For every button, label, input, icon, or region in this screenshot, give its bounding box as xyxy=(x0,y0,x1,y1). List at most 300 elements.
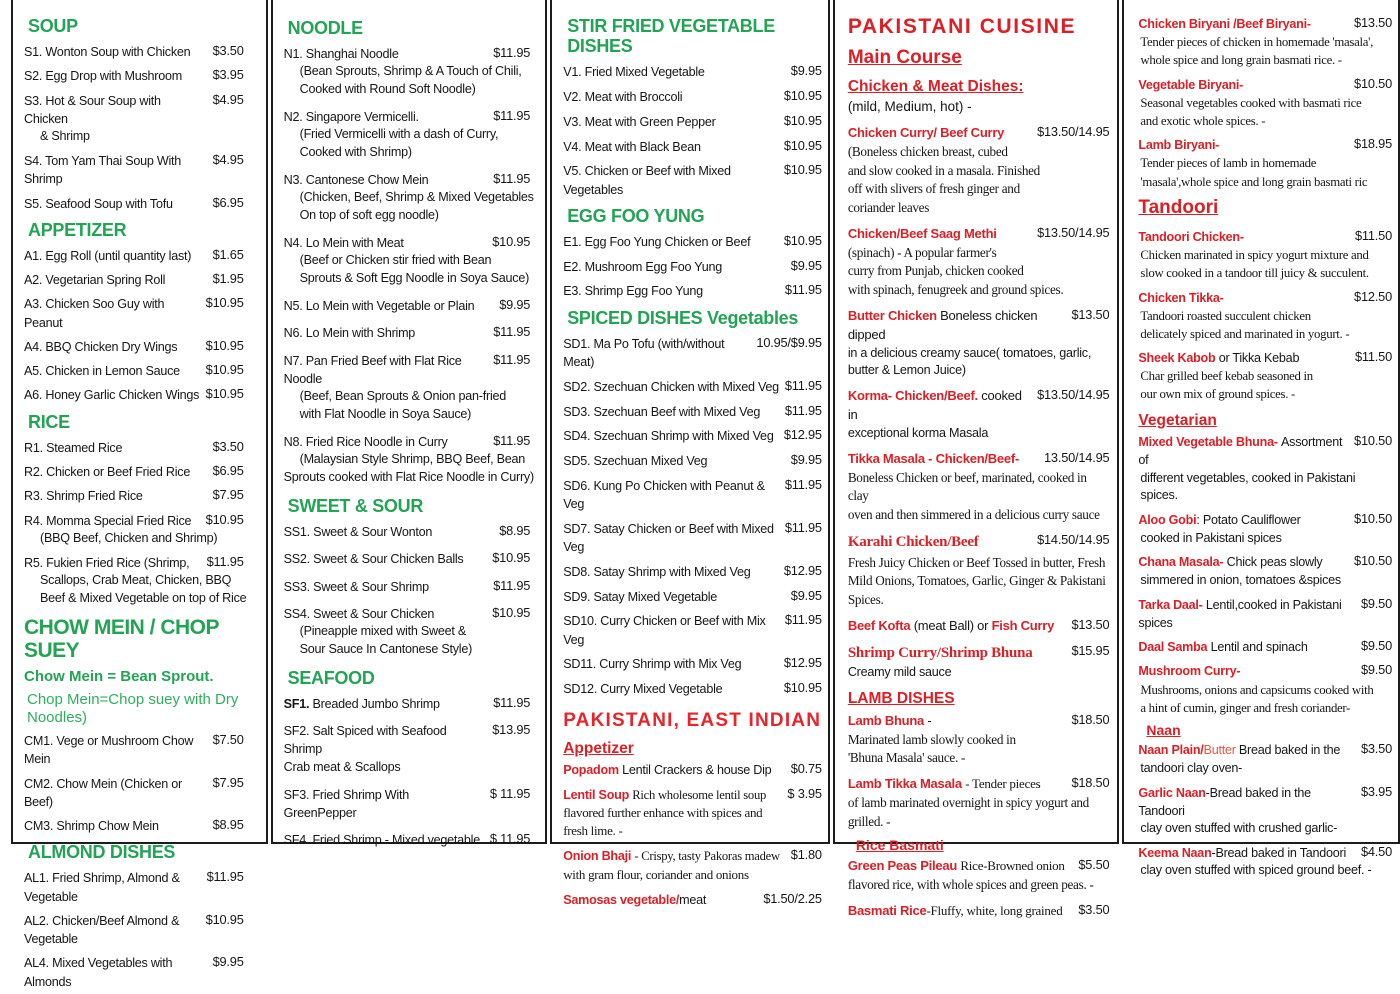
section-heading-egg-foo-yung: EGG FOO YUNG xyxy=(567,205,705,226)
item-price: $11.95 xyxy=(493,324,531,340)
item-name-part: Rich wholesome lentil soup xyxy=(632,787,767,802)
item-name-part: S4. Tom Yam Thai Soup With Shrimp xyxy=(24,154,182,187)
item-name xyxy=(563,847,786,865)
item-price: $11.95 xyxy=(493,45,531,61)
item-name-part: V3. Meat with Green Pepper xyxy=(563,114,716,129)
menu-item xyxy=(284,578,540,596)
item-description-line: Beef & Mixed Vegetable on top of Rice xyxy=(40,590,247,605)
section-heading-pakistani-cuisine: PAKISTANI CUISINE xyxy=(847,15,1077,38)
item-price: $7.95 xyxy=(212,487,244,503)
item-name-part: E1. Egg Foo Yung Chicken or Beef xyxy=(563,234,751,249)
menu-item xyxy=(284,605,540,659)
menu-item xyxy=(24,912,260,949)
item-description-line: with Flat Noodle in Soya Sauce) xyxy=(299,407,472,422)
item-price: $6.95 xyxy=(212,194,244,210)
item-description-line: (Malaysian Style Shrimp, BBQ Beef, Bean xyxy=(299,452,526,467)
item-name-part: -Fluffy, white, long grained xyxy=(926,902,1063,918)
item-name-part: Rice-Browned onion xyxy=(960,857,1065,873)
item-price: $10.95 xyxy=(492,550,531,566)
item-description-line: (Chicken, Beef, Shrimp & Mixed Vegetables xyxy=(299,190,534,205)
item-description-line: of lamb marinated overnight in spicy yogurt and xyxy=(847,794,1089,810)
item-description-line: exceptional korma Masala xyxy=(847,425,989,440)
item-price: $5.50 xyxy=(1078,856,1110,872)
section-heading-seafood: SEAFOOD xyxy=(287,667,375,688)
item-name xyxy=(284,578,489,596)
menu-item xyxy=(24,362,260,380)
item-name xyxy=(563,162,779,199)
item-name xyxy=(1138,76,1349,94)
menu-item xyxy=(563,891,822,909)
menu-item xyxy=(24,271,260,289)
menu-item xyxy=(284,831,540,849)
menu-item xyxy=(563,335,822,372)
menu-item xyxy=(284,45,540,99)
section-heading-appetizer: APPETIZER xyxy=(28,219,127,240)
item-name xyxy=(563,258,786,276)
item-name-part: SF3. Fried Shrimp With GreenPepper xyxy=(283,787,409,820)
item-name xyxy=(24,386,201,404)
menu-item xyxy=(24,43,260,61)
item-price: $13.95 xyxy=(492,722,531,738)
item-price: $18.50 xyxy=(1071,711,1110,727)
item-name-part: V5. Chicken or Beef with Mixed Vegetables xyxy=(563,164,731,197)
item-description-line: delicately spiced and marinated in yogurt. - xyxy=(1140,326,1350,341)
item-name xyxy=(848,225,1032,244)
item-price: $10.95 xyxy=(205,911,244,927)
menu-item xyxy=(284,722,540,776)
item-name-part: N6. Lo Mein with Shrimp xyxy=(283,326,416,341)
item-description-line: Cooked with Shrimp) xyxy=(299,145,412,160)
item-price: $13.50 xyxy=(1354,15,1392,30)
item-price: $10.95 xyxy=(492,604,531,620)
menu-item xyxy=(848,775,1110,831)
menu-item xyxy=(284,550,540,568)
item-name-part: V4. Meat with Black Bean xyxy=(563,139,701,154)
item-name xyxy=(563,427,779,445)
item-name-part: SD1. Ma Po Tofu (with/without Meat) xyxy=(563,336,725,370)
item-price: $12.95 xyxy=(783,655,822,671)
item-description-line: Mushrooms, onions and capsicums cooked with xyxy=(1140,682,1374,697)
item-name xyxy=(24,295,201,332)
item-description-line: (Beef, Bean Sprouts & Onion pan-fried xyxy=(299,389,506,404)
item-name xyxy=(848,307,1067,345)
section-heading-stir-fried-vegetable-dishes: STIR FRIED VEGETABLE DISHES xyxy=(567,16,775,57)
item-name-part: Tandoori Chicken- xyxy=(1138,229,1244,244)
item-price: $10.95 xyxy=(205,511,244,527)
item-price: 13.50/14.95 xyxy=(1044,449,1110,465)
menu-item xyxy=(24,775,260,812)
item-name-part: R4. Momma Special Fried Rice xyxy=(24,513,192,528)
item-price: $11.95 xyxy=(206,869,244,885)
item-description-line: Char grilled beef kebab seasoned in xyxy=(1140,369,1313,384)
menu-item xyxy=(563,88,822,106)
menu-item xyxy=(563,452,822,470)
item-name xyxy=(24,732,208,769)
item-description-line: (Beef or Chicken stir fried with Bean xyxy=(299,253,492,268)
item-name-part: - xyxy=(927,712,932,728)
item-price: $11.95 xyxy=(784,377,822,393)
menu-item xyxy=(24,386,260,404)
item-name-part: Assortment of xyxy=(1138,435,1343,468)
menu-item xyxy=(284,433,540,487)
menu-item xyxy=(1138,844,1392,880)
item-name xyxy=(563,655,779,673)
item-name xyxy=(563,335,751,372)
item-name xyxy=(848,124,1032,143)
item-price: $10.95 xyxy=(205,386,244,402)
item-name-part: S3. Hot & Sour Soup with Chicken xyxy=(24,93,161,126)
item-description-line: Fresh Juicy Chicken or Beef Tossed in butter, Fresh xyxy=(847,554,1106,570)
item-name-part: cooked in xyxy=(847,388,1022,423)
menu-item xyxy=(563,63,822,81)
menu-item xyxy=(563,477,822,514)
item-name xyxy=(1138,596,1356,633)
item-price: $11.95 xyxy=(784,282,822,298)
menu-item xyxy=(563,378,822,396)
item-price: $9.50 xyxy=(1360,638,1392,653)
item-price: $10.95 xyxy=(783,137,822,153)
item-name xyxy=(563,63,786,81)
menu-item xyxy=(848,902,1110,921)
item-price: $3.50 xyxy=(1360,741,1392,757)
item-name-part: Sheek Kabob xyxy=(1138,351,1219,366)
item-name xyxy=(563,563,779,581)
item-name xyxy=(563,452,786,470)
item-description-line: coriander leaves xyxy=(847,200,930,216)
item-name-part: Lentil Crackers & house Dip xyxy=(622,763,772,777)
item-description-line: Crab meat & Scallops xyxy=(283,759,401,774)
item-name-part: SD7. Satay Chicken or Beef with Mixed Veg xyxy=(563,521,774,555)
item-description-line: Sour Sauce In Cantonese Style) xyxy=(299,641,473,656)
item-price: $9.95 xyxy=(499,297,531,313)
item-price: $11.95 xyxy=(784,519,822,535)
item-price: $1.65 xyxy=(212,246,244,262)
item-name xyxy=(24,195,208,213)
item-name-part: Breaded Jumbo Shrimp xyxy=(309,696,440,711)
item-name-part: Lamb Biryani- xyxy=(1138,138,1220,153)
item-price: $1.50/2.25 xyxy=(763,890,822,906)
section-heading-naan: Naan xyxy=(1146,721,1181,738)
item-name xyxy=(1138,228,1350,246)
item-description-line: Tender pieces of lamb in homemade xyxy=(1140,156,1317,171)
item-price: $1.80 xyxy=(790,847,822,863)
item-price: $11.95 xyxy=(493,108,531,124)
item-name xyxy=(24,512,201,530)
menu-item xyxy=(563,563,822,581)
item-description-line: Chicken marinated in spicy yogurt mixture and xyxy=(1140,248,1369,263)
menu-item xyxy=(284,523,540,541)
item-name xyxy=(563,520,780,557)
item-name xyxy=(284,550,488,568)
item-name-part: Beef Kofta xyxy=(847,617,914,633)
item-name-part: SF2. Salt Spiced with Seafood Shrimp xyxy=(283,724,447,757)
menu-item xyxy=(1138,433,1392,505)
item-name xyxy=(563,282,780,300)
item-name-part: SD11. Curry Shrimp with Mix Veg xyxy=(563,657,742,672)
menu-item xyxy=(1138,511,1392,547)
menu-item xyxy=(24,338,260,356)
item-name xyxy=(1138,784,1356,821)
item-price: $3.50 xyxy=(212,43,244,59)
item-description-line: grilled. - xyxy=(847,813,891,829)
menu-item xyxy=(24,92,260,146)
section-heading-soup: SOUP xyxy=(28,16,78,36)
item-name xyxy=(24,463,208,481)
section-heading-rice-basmati: Rice Basmati xyxy=(855,837,944,854)
item-name-part: Lentil,cooked in Pakistani spices xyxy=(1138,597,1342,630)
item-name xyxy=(1138,638,1356,656)
item-name xyxy=(848,712,1067,731)
item-name-part: SD5. Szechuan Mixed Veg xyxy=(563,454,708,469)
menu-item xyxy=(24,463,260,481)
item-name-part: SS1. Sweet & Sour Wonton xyxy=(283,525,433,540)
item-name-part: (meat Ball) or xyxy=(913,617,992,633)
section-heading-chow-mein-chop-suey: CHOW MEIN / CHOP SUEY xyxy=(24,615,219,663)
item-name-part: E3. Shrimp Egg Foo Yung xyxy=(563,284,703,299)
section-heading-pakistani-east-indian: PAKISTANI, EAST INDIAN xyxy=(563,710,822,732)
item-price: $9.50 xyxy=(1360,662,1392,678)
item-name-part: Mixed Vegetable Bhuna- xyxy=(1138,435,1282,449)
menu-item xyxy=(284,324,540,342)
menu-item xyxy=(24,195,260,213)
item-description-line: whole spice and long grain basmati rice. - xyxy=(1140,53,1342,68)
item-description-line: in a delicious creamy sauce( tomatoes, garlic, xyxy=(847,345,1092,360)
item-price: $10.95 xyxy=(783,232,822,248)
item-name xyxy=(563,786,782,804)
item-description-line: slow cooked in a tandoor till juicy & succulent. xyxy=(1140,266,1369,281)
menu-column-2 xyxy=(271,0,548,848)
item-description-line: butter & Lemon Juice) xyxy=(847,363,966,378)
item-description-line: Mild Onions, Tomatoes, Garlic, Ginger & Pakistani xyxy=(847,573,1106,589)
item-name-part: Popadom xyxy=(563,763,623,777)
item-price: $13.50/14.95 xyxy=(1037,124,1110,140)
item-price: $9.95 xyxy=(790,257,822,273)
item-name-part: Bread baked in the xyxy=(1238,743,1341,758)
item-description-line: and slow cooked in a masala. Finished xyxy=(847,162,1040,178)
menu-item xyxy=(24,954,260,991)
item-name xyxy=(563,378,780,396)
menu-item xyxy=(284,695,540,713)
item-name-part: Lentil Soup xyxy=(563,787,633,802)
item-name-part: R1. Steamed Rice xyxy=(24,440,123,455)
item-name xyxy=(563,477,780,514)
item-price: $11.50 xyxy=(1355,349,1392,365)
item-price: $10.50 xyxy=(1354,433,1392,448)
item-price: $11.95 xyxy=(493,171,531,187)
item-description-line: (Pineapple mixed with Sweet & xyxy=(299,624,466,639)
item-price: $13.50/14.95 xyxy=(1037,387,1110,403)
section-heading-vegetarian: Vegetarian xyxy=(1138,411,1217,429)
item-name xyxy=(563,612,780,649)
menu-item xyxy=(284,171,540,225)
item-price: $9.95 xyxy=(790,452,822,468)
item-price: $12.95 xyxy=(783,427,822,443)
item-description-line: oven and then simmered in a delicious curry sauce xyxy=(847,507,1100,523)
item-description-line: cooked in Pakistani spices xyxy=(1140,530,1282,545)
item-name xyxy=(24,362,201,380)
item-price: $12.50 xyxy=(1354,288,1392,304)
item-name xyxy=(848,450,1039,469)
item-description-line: our own mix of ground spices. - xyxy=(1140,387,1295,402)
menu-item xyxy=(284,352,540,424)
item-price: 10.95/$9.95 xyxy=(756,334,822,350)
item-price: $11.50 xyxy=(1355,227,1392,243)
section-heading-almond-dishes: ALMOND DISHES xyxy=(28,842,176,863)
menu-item xyxy=(563,427,822,445)
item-name-part: Mushroom Curry- xyxy=(1138,664,1241,679)
item-name-part: SD4. Szechuan Shrimp with Mixed Veg xyxy=(563,429,774,444)
item-price: $10.95 xyxy=(205,362,244,378)
item-name-part: Samosas vegetable/ xyxy=(563,892,680,907)
menu-item xyxy=(24,295,260,332)
menu-item xyxy=(284,234,540,288)
item-name-part: Vegetable Biryani- xyxy=(1138,77,1244,92)
menu-item xyxy=(284,786,540,823)
item-name-part: Green Peas Pileau xyxy=(847,857,961,873)
item-name xyxy=(284,108,489,126)
item-price: $9.95 xyxy=(212,954,244,970)
item-name xyxy=(24,67,208,85)
item-name xyxy=(848,532,1032,554)
menu-item xyxy=(563,520,822,557)
item-name-part: N7. Pan Fried Beef with Flat Rice Noodle xyxy=(283,353,462,386)
item-name-part: Aloo Gobi xyxy=(1138,513,1197,528)
item-description-line: Spices. xyxy=(847,592,884,608)
menu-item xyxy=(563,403,822,421)
menu-item xyxy=(24,817,260,835)
item-price: $10.95 xyxy=(783,680,822,696)
item-description-line: with spinach, fenugreek and ground spices. xyxy=(847,282,1064,298)
item-description-line: different vegetables, cooked in Pakistani spices. xyxy=(1140,470,1356,503)
item-name xyxy=(1138,844,1356,862)
item-name xyxy=(1138,289,1349,307)
item-name xyxy=(1138,15,1349,33)
item-price: $1.95 xyxy=(212,271,244,287)
menu-item xyxy=(563,680,822,698)
item-price: $18.50 xyxy=(1071,774,1110,790)
item-name-part: N5. Lo Mein with Vegetable or Plain xyxy=(283,299,475,314)
menu-item xyxy=(848,617,1110,636)
item-description-line: simmered in onion, tomatoes &spices xyxy=(1140,572,1341,587)
item-name-part: SD12. Curry Mixed Vegetable xyxy=(563,682,723,697)
item-price: $3.50 xyxy=(212,438,244,454)
menu-item xyxy=(24,512,260,548)
item-name-part: E2. Mushroom Egg Foo Yung xyxy=(563,259,722,274)
item-name xyxy=(24,43,208,61)
item-name-part: V1. Fried Mixed Vegetable xyxy=(563,65,705,80)
menu-item xyxy=(1138,136,1392,191)
item-name-part: CM2. Chow Mein (Chicken or Beef) xyxy=(24,776,182,809)
item-name-part: Chick peas slowly xyxy=(1226,555,1323,570)
menu-item xyxy=(563,113,822,131)
item-description-line: curry from Punjab, chicken cooked xyxy=(847,263,1024,279)
section-heading-appetizer: Appetizer xyxy=(563,739,634,757)
menu-item xyxy=(284,108,540,162)
menu-item xyxy=(563,761,822,779)
item-description-line: Scallops, Crab Meat, Chicken, BBQ xyxy=(40,572,232,587)
menu-item xyxy=(848,857,1110,895)
menu-item xyxy=(1138,349,1392,404)
item-name-part: Keema Naan xyxy=(1138,845,1212,860)
item-name-part: SD6. Kung Po Chicken with Peanut & Veg xyxy=(563,478,765,512)
item-name xyxy=(24,271,208,289)
item-name-part: Basmati Rice xyxy=(847,902,927,918)
item-name xyxy=(284,786,485,823)
item-name-part: SD10. Curry Chicken or Beef with Mix Veg xyxy=(563,614,766,647)
section-note: Chow Mein = Bean Sprout. xyxy=(24,667,214,685)
item-description-line: Marinated lamb slowly cooked in xyxy=(847,731,1016,747)
item-description-line: (spinach) - A popular farmer's xyxy=(847,244,997,260)
item-name-part: -Bread baked in Tandoori xyxy=(1211,845,1347,860)
menu-item xyxy=(848,532,1110,610)
menu-item xyxy=(24,732,260,769)
menu-item xyxy=(848,225,1110,300)
item-name xyxy=(284,433,489,451)
item-name xyxy=(848,857,1074,876)
menu-item xyxy=(1138,596,1392,633)
menu-item xyxy=(1138,228,1392,283)
menu-item xyxy=(563,612,822,649)
item-price: $ 11.95 xyxy=(489,831,531,847)
item-description-line: Sprouts cooked with Flat Rice Noodle in Curry) xyxy=(283,470,534,485)
item-name xyxy=(1138,511,1349,529)
item-name xyxy=(1138,553,1349,571)
menu-item xyxy=(24,554,260,608)
section-heading-spiced-dishes-vegetables: SPICED DISHES Vegetables xyxy=(567,307,799,328)
item-description-line: 'Bhuna Masala' sauce. - xyxy=(847,750,966,766)
item-price: $ 11.95 xyxy=(489,785,531,801)
item-name xyxy=(563,88,779,106)
item-price: $9.95 xyxy=(790,63,822,79)
item-price: $6.95 xyxy=(212,463,244,479)
item-name xyxy=(563,138,779,156)
item-name-part: A3. Chicken Soo Guy with Peanut xyxy=(24,297,165,330)
item-name-part: N2. Singapore Vermicelli. xyxy=(283,110,419,125)
item-name-part: Butter xyxy=(1203,743,1239,758)
item-price: $3.95 xyxy=(1360,783,1392,799)
item-price: $10.95 xyxy=(492,234,531,250)
item-name-part: A1. Egg Roll (until quantity last) xyxy=(24,248,192,263)
menu-item xyxy=(848,450,1110,525)
item-name xyxy=(1138,662,1356,680)
item-name xyxy=(848,387,1032,425)
item-name-part: SF1. xyxy=(283,696,310,711)
item-name xyxy=(563,403,780,421)
menu-item xyxy=(848,124,1110,218)
item-description-line: (Fried Vermicelli with a dash of Curry, xyxy=(299,127,499,142)
item-name-part: - Tender pieces xyxy=(965,775,1041,791)
item-description-line: Boneless Chicken or beef, marinated, cooked in clay xyxy=(847,469,1087,504)
item-name xyxy=(1138,349,1350,367)
menu-item xyxy=(284,297,540,315)
menu-item xyxy=(563,282,822,300)
item-name-part: Karahi Chicken/Beef xyxy=(847,533,979,550)
item-description-line: fresh lime. - xyxy=(563,823,623,839)
item-name-part: Chana Masala- xyxy=(1138,555,1227,570)
item-description-line: (BBQ Beef, Chicken and Shrimp) xyxy=(40,530,218,545)
menu-column-4 xyxy=(833,0,1120,918)
item-name-part: AL2. Chicken/Beef Almond & Vegetable xyxy=(24,913,180,947)
item-price: $0.75 xyxy=(790,761,822,776)
item-name-part: -Bread baked in the Tandoori xyxy=(1138,785,1311,818)
item-name-part: or Tikka Kebab xyxy=(1218,351,1300,366)
item-name xyxy=(284,171,489,189)
item-name-part: SD8. Satay Shrimp with Mixed Veg xyxy=(563,564,751,579)
menu-item xyxy=(24,869,260,906)
item-price: $ 3.95 xyxy=(787,785,822,801)
item-name xyxy=(284,695,489,713)
item-name-part: Tikka Masala - Chicken/Beef- xyxy=(847,450,1020,466)
